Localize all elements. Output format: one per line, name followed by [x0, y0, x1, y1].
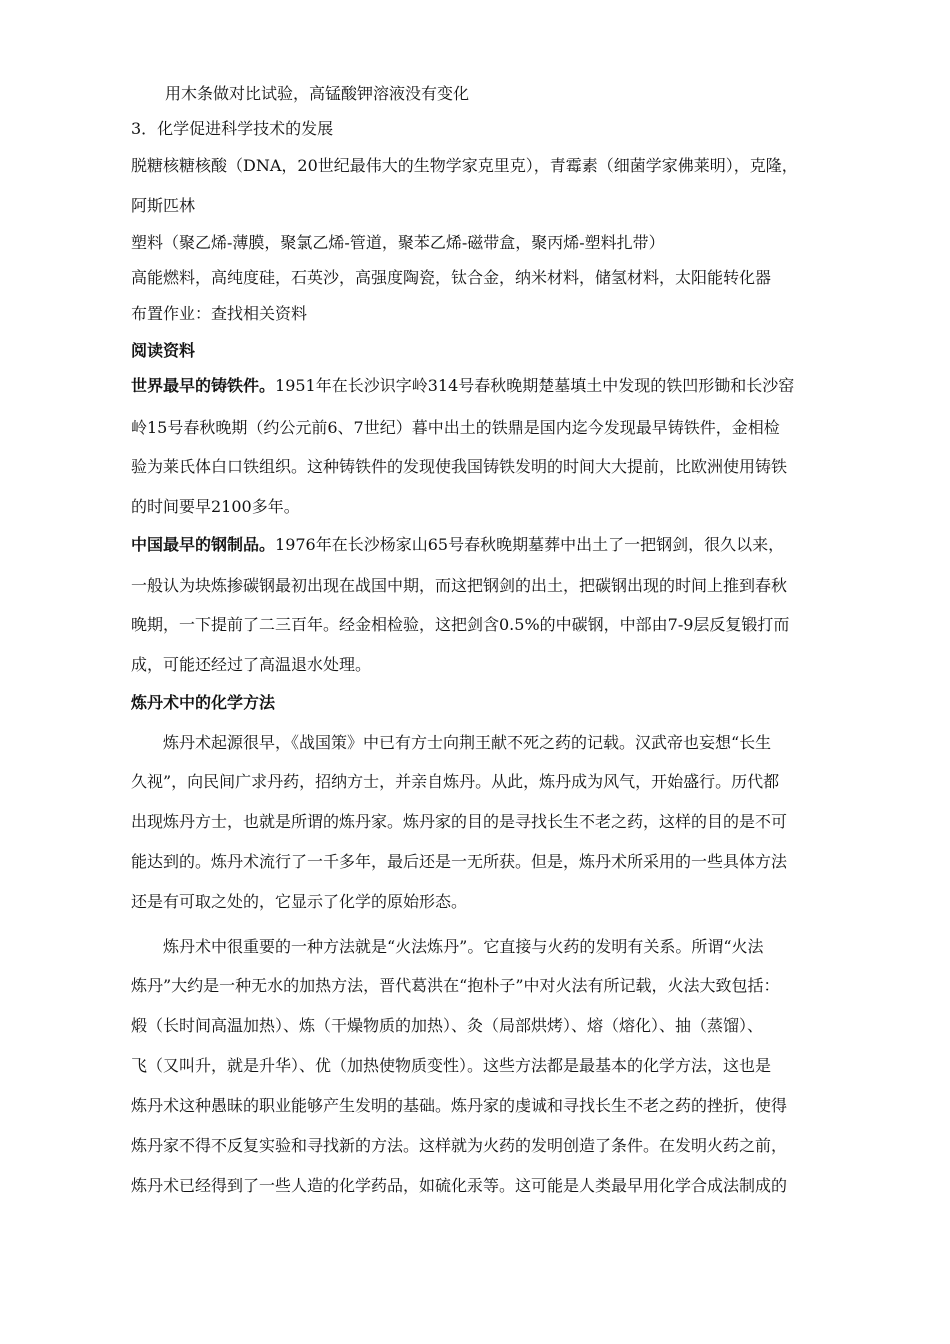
text-line: 出现炼丹方士，也就是所谓的炼丹家。炼丹家的目的是寻找长生不老之药，这样的目的是不可 — [131, 812, 788, 831]
text-line: 成，可能还经过了高温退水处理。 — [131, 655, 372, 674]
reading-heading: 阅读资料 — [131, 341, 196, 360]
paragraph-line — [131, 535, 784, 555]
text-line: 一般认为块炼掺碳钢最初出现在战国中期，而这把钢剑的出土，把碳钢出现的时间上推到春秋 — [131, 576, 788, 595]
text-line: 脱糖核糖核酸（DNA，20世纪最伟大的生物学家克里克），青霉素（细菌学家佛莱明），克隆， — [131, 156, 798, 175]
text-line: 塑料（聚乙烯-薄膜，聚氯乙烯-管道，聚苯乙烯-磁带盒，聚丙烯-塑料扎带） — [131, 233, 665, 252]
text-span: 1951年在长沙识字岭314号春秋晚期楚墓填土中发现的铁凹形锄和长沙窑 — [275, 376, 795, 395]
paragraph-line — [131, 376, 794, 396]
text-line: 能达到的。炼丹术流行了一千多年，最后还是一无所获。但是，炼丹术所采用的一些具体方法 — [131, 852, 788, 871]
text-line: 的时间要早2100多年。 — [131, 497, 300, 516]
text-line: 炼丹”大约是一种无水的加热方法，晋代葛洪在“抱朴子”中对火法有所记载，火法大致包括： — [131, 976, 780, 995]
text-line: 炼丹术这种愚昧的职业能够产生发明的基础。炼丹家的虔诚和寻找长生不老之药的挫折，使得 — [131, 1096, 788, 1115]
text-line: 飞（又叫升，就是升华）、优（加热使物质变性）。这些方法都是最基本的化学方法，这也是 — [131, 1056, 772, 1075]
text-line: 炼丹家不得不反复实验和寻找新的方法。这样就为火药的发明创造了条件。在发明火药之前， — [131, 1136, 788, 1155]
text-line: 炼丹术已经得到了一些人造的化学药品，如硫化汞等。这可能是人类最早用化学合成法制成的 — [131, 1176, 788, 1195]
text-line: 炼丹术中很重要的一种方法就是“火法炼丹”。它直接与火药的发明有关系。所谓“火法 — [163, 937, 764, 956]
section-heading: 炼丹术中的化学方法 — [131, 693, 276, 712]
text-line: 用木条做对比试验，高锰酸钾溶液没有变化 — [165, 84, 470, 103]
section-heading: 3．化学促进科学技术的发展 — [131, 119, 334, 138]
text-line: 岭15号春秋晚期（约公元前6、7世纪）暮中出土的铁鼎是国内迄今发现最早铸铁件，金相检 — [131, 418, 780, 437]
text-line: 炼丹术起源很早，《战国策》中已有方士向荆王献不死之药的记载。汉武帝也妄想“长生 — [163, 733, 772, 752]
inline-heading: 世界最早的铸铁件。 — [131, 376, 276, 395]
text-span: 1976年在长沙杨家山65号春秋晚期墓葬中出土了一把钢剑，很久以来， — [275, 535, 785, 554]
text-line: 久视”，向民间广求丹药，招纳方士，并亲自炼丹。从此，炼丹成为风气，开始盛行。历代都 — [131, 772, 780, 791]
text-line: 验为莱氏体白口铁组织。这种铸铁件的发现使我国铸铁发明的时间大大提前，比欧洲使用铸铁 — [131, 457, 788, 476]
text-line: 还是有可取之处的，它显示了化学的原始形态。 — [131, 892, 468, 911]
inline-heading: 中国最早的钢制品。 — [131, 535, 276, 554]
text-line: 晚期，一下提前了二三百年。经金相检验，这把剑含0.5%的中碳钢，中部由7-9层反复锻打而 — [131, 615, 790, 634]
text-line: 阿斯匹林 — [131, 196, 196, 215]
text-line: 高能燃料，高纯度硅，石英沙，高强度陶瓷，钛合金，纳米材料，储氢材料，太阳能转化器 — [131, 268, 772, 287]
text-line: 煅（长时间高温加热）、炼（干燥物质的加热）、灸（局部烘烤）、熔（熔化）、抽（蒸馏）、 — [131, 1016, 764, 1035]
text-line: 布置作业：查找相关资料 — [131, 304, 308, 323]
